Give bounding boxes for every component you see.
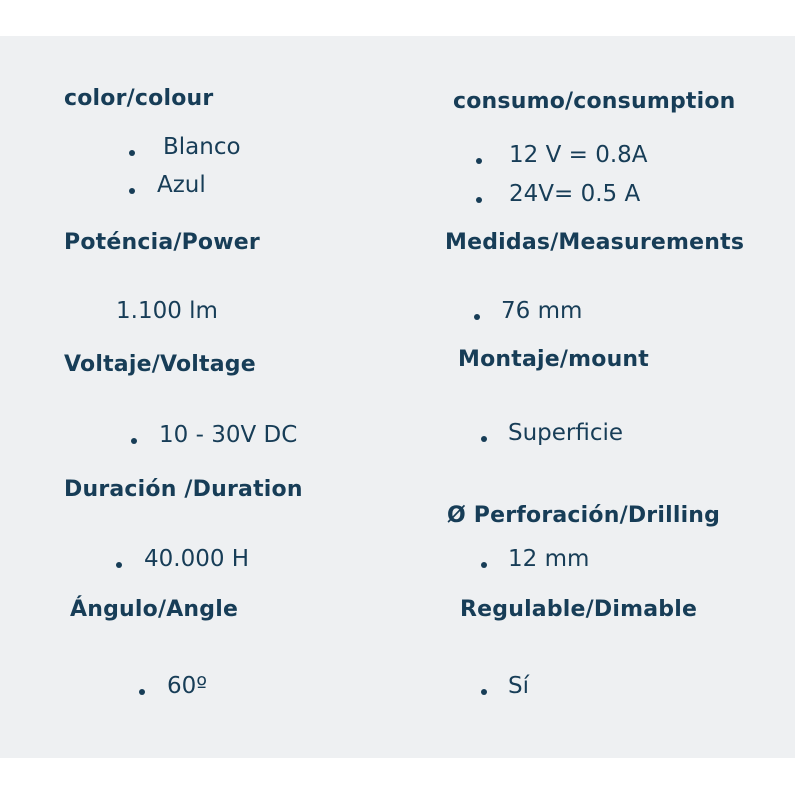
spec-value-consumption-1: 12 V = 0.8A (509, 142, 648, 168)
bullet-icon (116, 562, 122, 568)
bullet-icon (129, 188, 135, 194)
spec-value-duration: 40.000 H (144, 546, 250, 572)
spec-value-dimmable: Sí (508, 673, 529, 699)
spec-value-power: 1.100 lm (116, 298, 218, 324)
spec-value-consumption-2: 24V= 0.5 A (509, 181, 641, 207)
spec-heading-mount: Montaje/mount (458, 347, 650, 372)
bullet-icon (481, 436, 487, 442)
spec-panel (0, 36, 795, 758)
spec-value-measurements: 76 mm (501, 298, 583, 324)
bullet-icon (476, 158, 482, 164)
bullet-icon (481, 689, 487, 695)
bullet-icon (131, 438, 137, 444)
spec-heading-dimmable: Regulable/Dimable (460, 597, 698, 622)
spec-heading-duration: Duración /Duration (64, 477, 303, 502)
bullet-icon (481, 562, 487, 568)
bullet-icon (139, 689, 145, 695)
spec-value-mount: Superficie (508, 420, 624, 446)
spec-value-drilling: 12 mm (508, 546, 590, 572)
spec-heading-measurements: Medidas/Measurements (445, 230, 745, 255)
spec-heading-color: color/colour (64, 86, 214, 111)
spec-heading-angle: Ángulo/Angle (70, 597, 239, 622)
spec-heading-consumption: consumo/consumption (453, 89, 736, 114)
spec-value-angle: 60º (167, 673, 208, 699)
bullet-icon (476, 197, 482, 203)
spec-value-voltage: 10 - 30V DC (159, 422, 298, 448)
spec-value-color-1: Blanco (163, 134, 241, 160)
spec-value-color-2: Azul (157, 172, 206, 198)
spec-heading-drilling: Ø Perforación/Drilling (447, 503, 721, 528)
spec-heading-power: Poténcia/Power (64, 230, 260, 255)
spec-heading-voltage: Voltaje/Voltage (64, 352, 256, 377)
bullet-icon (129, 150, 135, 156)
bullet-icon (474, 314, 480, 320)
